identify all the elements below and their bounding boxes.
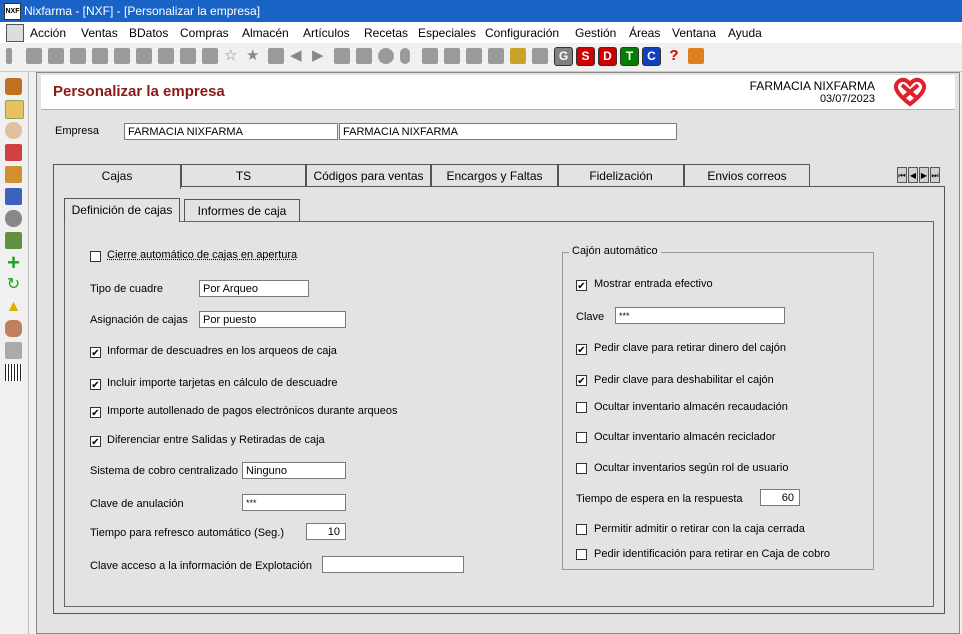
header-date: 03/07/2023 [819,93,875,105]
help-icon[interactable]: ? [669,47,679,64]
stop-icon[interactable] [488,48,504,64]
basket-icon[interactable] [5,144,22,161]
ocultar-rol-checkbox[interactable] [576,463,587,474]
print-icon[interactable] [356,48,372,64]
menu-accion[interactable]: Acción [30,26,67,40]
edit-doc-icon[interactable] [48,48,64,64]
tab-encargos-faltas[interactable]: Encargos y Faltas [431,164,558,186]
star-icon[interactable]: ★ [246,47,260,64]
refresh-icon[interactable]: ↻ [6,276,21,293]
header-company: FARMACIA NIXFARMA [749,79,875,93]
menu-ayuda[interactable]: Ayuda [728,26,762,40]
user-icon[interactable] [5,122,22,139]
printer-icon[interactable] [5,232,22,249]
report-icon[interactable] [158,48,174,64]
mostrar-entrada-checkbox[interactable]: ✔ [577,281,586,292]
delete-doc-icon[interactable] [136,48,152,64]
informar-descuadres-label: Informar de descuadres en los arqueos de caja [107,345,337,357]
importe-autollenado-checkbox[interactable]: ✔ [91,408,100,419]
warehouse-icon[interactable] [5,166,22,183]
pedir-clave-retirar-checkbox[interactable]: ✔ [577,345,586,356]
location-icon[interactable] [400,48,410,64]
tab-codigos-ventas[interactable]: Códigos para ventas [306,164,431,186]
c-button[interactable]: C [642,47,661,66]
toolbar [0,43,962,72]
g-button[interactable]: G [554,47,573,66]
upload-icon[interactable] [688,48,704,64]
menu-bdatos[interactable]: BDatos [129,26,169,40]
filter-icon[interactable] [180,48,196,64]
menu-ventas[interactable]: Ventas [81,26,118,40]
tipo-cuadre-field[interactable]: Por Arqueo [199,280,309,297]
main-window [36,72,960,634]
clave-anulacion-label: Clave de anulación [90,498,184,510]
tab-last-icon[interactable]: ⏭ [930,167,940,183]
menu-especiales[interactable]: Especiales [418,26,477,40]
import-icon[interactable] [334,48,350,64]
menu-areas[interactable]: Áreas [629,26,661,40]
menu-configuracion[interactable]: Configuración [485,26,560,40]
tiempo-espera-field[interactable]: 60 [760,489,800,506]
system-menu-icon[interactable] [6,24,24,42]
definicion-cajas-panel [64,221,934,607]
menu-almacen[interactable]: Almacén [242,26,289,40]
menu-articulos[interactable]: Artículos [303,26,350,40]
add-icon[interactable]: + [7,250,20,275]
pedir-clave-deshabilitar-checkbox[interactable]: ✔ [577,376,586,387]
asignacion-field[interactable]: Por puesto [199,311,346,328]
empresa-label: Empresa [55,125,100,137]
ocultar-reciclador-label: Ocultar inventario almacén reciclador [594,431,776,443]
informar-descuadres-checkbox[interactable]: ✔ [91,348,100,359]
page-title: Personalizar la empresa [53,83,225,100]
empresa-name-field[interactable]: FARMACIA NIXFARMA [124,123,338,140]
tab-first-icon[interactable]: ⏮ [897,167,907,183]
diferenciar-checkbox[interactable]: ✔ [91,437,100,448]
clave-explotacion-label: Clave acceso a la información de Explotación [90,560,312,572]
header-band [41,75,955,110]
layers-icon[interactable] [422,48,438,64]
menu-ventana[interactable]: Ventana [672,26,717,40]
cierre-auto-label: Cierre automático de cajas en apertura [107,249,298,261]
clave-explotacion-field[interactable] [322,556,464,573]
incluir-tarjetas-label: Incluir importe tarjetas en cálculo de descuadre [107,377,338,389]
cierre-auto-checkbox[interactable] [90,251,101,262]
tab-panel-cajas [53,186,945,614]
table-icon[interactable] [202,48,218,64]
incluir-tarjetas-checkbox[interactable]: ✔ [91,380,100,391]
menu-bar [0,22,962,44]
clave-label: Clave [576,311,605,323]
pharmacy-icon[interactable] [5,78,22,95]
sistema-cobro-label: Sistema de cobro centralizado [90,465,238,477]
pharmacy-logo [891,77,929,107]
copy-doc-icon[interactable] [70,48,86,64]
new-doc-icon[interactable] [26,48,42,64]
check-doc-icon[interactable] [114,48,130,64]
star-outline-icon[interactable]: ☆ [224,47,238,64]
pedir-identificacion-label: Pedir identificación para retirar en Caja de cobro [594,548,831,560]
permitir-admitir-checkbox[interactable] [576,524,587,535]
menu-compras[interactable]: Compras [180,26,229,40]
d-button[interactable]: D [598,47,617,66]
title-bar [0,0,962,22]
syringe-icon[interactable] [5,188,22,205]
importe-autollenado-label: Importe autollenado de pagos electrónicos durante arqueos [107,405,398,417]
window-title: Nixfarma - [NXF] - [Personalizar la empresa] [24,4,261,18]
s-button[interactable]: S [576,47,595,66]
menu-gestion[interactable]: Gestión [575,26,617,40]
tab-cajas[interactable]: Cajas [53,164,181,189]
permitir-admitir-label: Permitir admitir o retirar con la caja cerrada [594,523,805,535]
arrow-right-icon[interactable]: ▶ [312,47,324,64]
tab-fidelizacion[interactable]: Fidelización [558,164,684,186]
calendar-icon[interactable] [510,48,526,64]
cajon-automatico-group [562,245,874,570]
diferenciar-label: Diferenciar entre Salidas y Retiradas de caja [107,434,325,446]
clave-anulacion-field[interactable]: *** [242,494,346,511]
users-icon[interactable] [5,320,22,337]
network-icon[interactable] [466,48,482,64]
tiempo-refresco-field[interactable]: 10 [306,523,346,540]
barcode-icon[interactable] [5,364,22,381]
tiempo-refresco-label: Tiempo para refresco automático (Seg.) [90,527,285,539]
tab-next-icon[interactable]: ▶ [919,167,929,183]
tab-prev-icon[interactable]: ◀ [908,167,918,183]
arrow-left-icon[interactable]: ◀ [290,47,302,64]
tab-ts[interactable]: TS [181,164,306,186]
mostrar-entrada-label: Mostrar entrada efectivo [594,278,713,290]
card-icon[interactable] [5,100,24,119]
folder-icon[interactable] [444,48,460,64]
ocultar-rol-label: Ocultar inventarios según rol de usuario [594,462,789,474]
clave-field[interactable]: *** [615,307,785,324]
pills-icon[interactable] [5,210,22,227]
pedir-identificacion-checkbox[interactable] [576,549,587,560]
subtab-definicion-cajas[interactable]: Definición de cajas [64,198,180,222]
tab-envios-correos[interactable]: Envios correos [684,164,810,186]
list-icon[interactable] [92,48,108,64]
warning-icon[interactable]: ▲ [5,298,22,315]
grip-icon [6,48,12,64]
sistema-cobro-field[interactable]: Ninguno [242,462,346,479]
tiempo-espera-label: Tiempo de espera en la respuesta [576,493,743,505]
exit-icon[interactable] [268,48,284,64]
tipo-cuadre-label: Tipo de cuadre [90,283,163,295]
ocultar-recaudacion-label: Ocultar inventario almacén recaudación [594,401,788,413]
group-icon[interactable] [5,342,22,359]
pedir-clave-deshabilitar-label: Pedir clave para deshabilitar el cajón [594,374,774,386]
app-icon[interactable]: NXF [4,3,21,20]
ocultar-reciclador-checkbox[interactable] [576,432,587,443]
left-sidebar [0,72,29,634]
asignacion-label: Asignación de cajas [90,314,188,326]
ocultar-recaudacion-checkbox[interactable] [576,402,587,413]
cajon-automatico-title: Cajón automático [569,245,661,257]
pedir-clave-retirar-label: Pedir clave para retirar dinero del cajón [594,342,786,354]
empresa-fullname-field[interactable]: FARMACIA NIXFARMA [339,123,677,140]
subtab-informes-caja[interactable]: Informes de caja [184,199,300,221]
cart-icon[interactable] [532,48,548,64]
menu-recetas[interactable]: Recetas [364,26,409,40]
t-button[interactable]: T [620,47,639,66]
search-icon[interactable] [378,48,394,64]
